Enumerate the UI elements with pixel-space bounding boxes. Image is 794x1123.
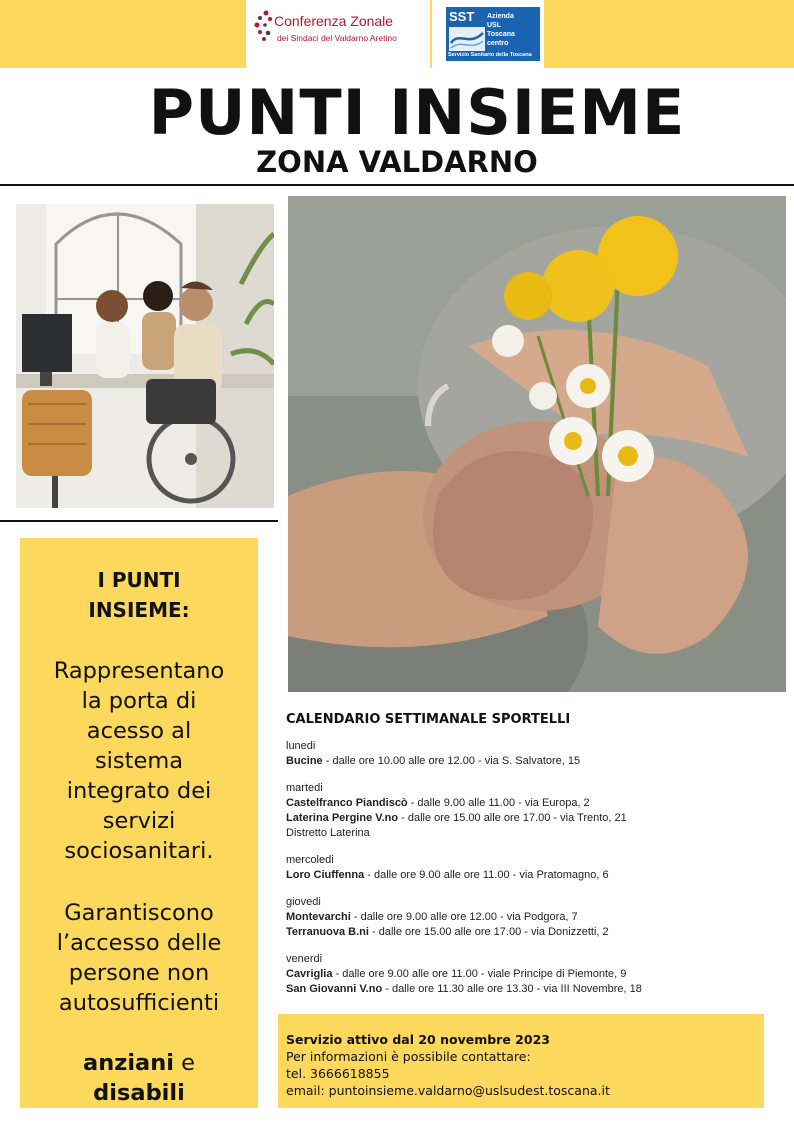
office-entry bbox=[286, 925, 766, 940]
target-elderly: anziani bbox=[83, 1050, 174, 1076]
office-location: Castelfranco Piandiscò bbox=[286, 797, 408, 809]
hands-flowers-illustration bbox=[288, 196, 786, 692]
office-photo bbox=[16, 204, 274, 508]
dots-emblem-icon bbox=[254, 8, 276, 44]
day-label: mercoledi bbox=[286, 854, 334, 866]
office-entry bbox=[286, 967, 766, 982]
office-hours-address: - dalle ore 15.00 alle ore 17.00 - via Donizzetti, 2 bbox=[368, 926, 609, 938]
service-start: Servizio attivo dal 20 novembre 2023 bbox=[286, 1032, 550, 1047]
day-label: lunedi bbox=[286, 740, 316, 752]
office-entry bbox=[286, 868, 766, 883]
office-entry bbox=[286, 796, 766, 811]
contact-email[interactable]: email: puntoinsieme.valdarno@uslsudest.toscana.it bbox=[286, 1083, 610, 1098]
page-subtitle: ZONA VALDARNO bbox=[256, 145, 538, 179]
office-location: Bucine bbox=[286, 755, 323, 767]
logo-title: Conferenza Zonale bbox=[274, 13, 394, 29]
office-location: Loro Ciuffenna bbox=[286, 869, 365, 881]
logo-subtitle: dei Sindaci del Valdarno Aretino bbox=[277, 33, 397, 43]
divider-mid bbox=[0, 520, 278, 522]
page-title: PUNTI INSIEME bbox=[148, 76, 686, 149]
day-label: giovedi bbox=[286, 896, 321, 908]
office-entry bbox=[286, 982, 766, 997]
office-hours-address: - dalle ore 9.00 alle ore 11.00 - viale Principe di Piemonte, 9 bbox=[332, 968, 627, 980]
calendar-title: CALENDARIO SETTIMANALE SPORTELLI bbox=[286, 712, 571, 727]
office-entry bbox=[286, 754, 766, 769]
office-hours-address: - dalle ore 9.00 alle ore 11.00 - via Pratomagno, 6 bbox=[364, 869, 609, 881]
office-hours-address: - dalle 9.00 alle 11.00 - via Europa, 2 bbox=[407, 797, 590, 809]
office-illustration bbox=[16, 204, 274, 508]
usl-badge bbox=[446, 7, 540, 61]
day-label: venerdi bbox=[286, 953, 323, 965]
office-location: Cavriglia bbox=[286, 968, 333, 980]
usl-short-name: SST bbox=[449, 9, 475, 24]
office-location: Laterina Pergine V.no bbox=[286, 812, 399, 824]
hands-flowers-photo bbox=[288, 196, 786, 692]
panel-text-role: Rappresentano la porta di acesso al sistema integrato dei servizi sociosanitari. bbox=[53, 658, 225, 864]
office-location: San Giovanni V.no bbox=[286, 983, 383, 995]
calendar-day bbox=[286, 781, 766, 841]
contact-intro: Per informazioni è possibile contattare: bbox=[286, 1049, 531, 1064]
office-hours-address: - dalle ore 11.30 alle ore 13.30 - via III Novembre, 18 bbox=[382, 983, 642, 995]
calendar-days bbox=[286, 739, 766, 997]
panel-text-targets bbox=[20, 1048, 258, 1108]
usl-footer: Servizio Sanitario della Toscana bbox=[448, 52, 532, 58]
office-location: Montevarchi bbox=[286, 911, 351, 923]
target-disabled: disabili bbox=[93, 1080, 185, 1106]
contact-box bbox=[278, 1014, 764, 1108]
office-entry bbox=[286, 811, 766, 826]
office-entry bbox=[286, 826, 766, 841]
contact-phone[interactable]: tel. 3666618855 bbox=[286, 1066, 390, 1081]
usl-name: Azienda USL Toscana centro bbox=[487, 13, 515, 47]
wave-emblem-icon bbox=[449, 27, 485, 51]
office-hours-address: - dalle ore 15.00 alle ore 17.00 - via Trento, 21 bbox=[398, 812, 627, 824]
panel-heading: I PUNTI INSIEME: bbox=[88, 568, 190, 622]
calendar-day bbox=[286, 853, 766, 883]
office-hours-address: Distretto Laterina bbox=[286, 827, 370, 839]
day-label: martedi bbox=[286, 782, 323, 794]
conferenza-zonale-logo bbox=[246, 0, 430, 68]
weekly-calendar bbox=[286, 712, 766, 1009]
usl-toscana-logo bbox=[432, 0, 544, 68]
info-panel bbox=[20, 538, 258, 1108]
office-location: Terranuova B.ni bbox=[286, 926, 369, 938]
calendar-day bbox=[286, 739, 766, 769]
panel-text-guarantee: Garantiscono l’accesso delle persone non autosufficienti bbox=[56, 900, 222, 1016]
divider-top bbox=[0, 184, 794, 186]
calendar-day bbox=[286, 895, 766, 940]
office-hours-address: - dalle ore 9.00 alle ore 12.00 - via Podgora, 7 bbox=[350, 911, 578, 923]
office-entry bbox=[286, 910, 766, 925]
target-conjunction: e bbox=[173, 1050, 195, 1076]
calendar-day bbox=[286, 952, 766, 997]
office-hours-address: - dalle ore 10.00 alle ore 12.00 - via S. Salvatore, 15 bbox=[322, 755, 581, 767]
